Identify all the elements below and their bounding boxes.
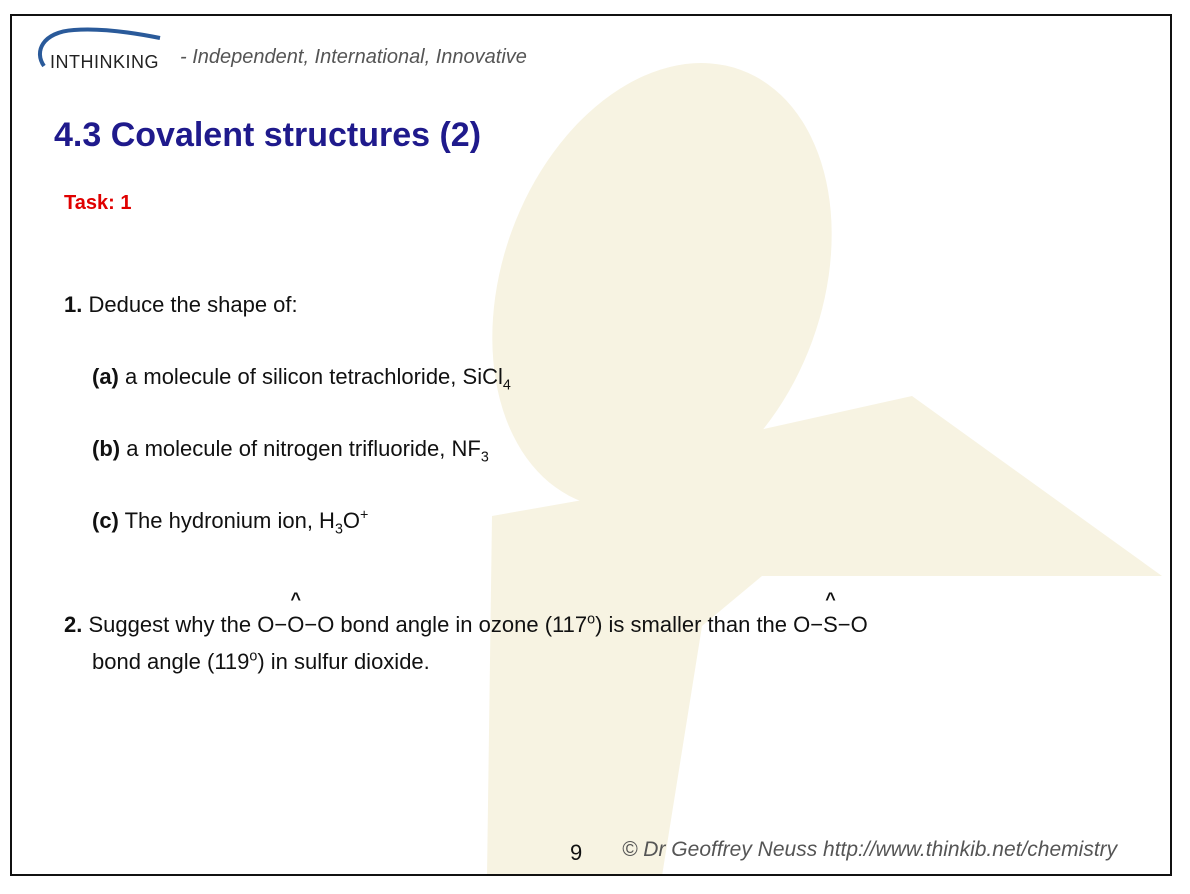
question-2-line-2b: ) in sulfur dioxide. (257, 649, 430, 675)
question-1c-text: The hydronium ion, H (124, 508, 335, 533)
question-1-number: 1. (64, 292, 83, 317)
question-1a-label: (a) (92, 364, 119, 389)
question-1b-label: (b) (92, 436, 121, 461)
question-1b-text: a molecule of nitrogen trifluoride, NF (126, 436, 481, 461)
question-2-line-2a: bond angle (119 (92, 649, 250, 675)
question-1a-subscript: 4 (502, 377, 511, 394)
inthinking-logo (30, 26, 200, 72)
page-number: 9 (570, 840, 583, 865)
logo-text: INTHINKING (50, 52, 160, 72)
question-1c-superscript: + (360, 507, 369, 524)
question-1b-subscript: 3 (480, 449, 489, 466)
question-1c-subscript: 3 (334, 521, 343, 538)
task-label: Task: 1 (64, 192, 132, 214)
question-2-part-1: Suggest why the O− (88, 612, 288, 637)
central-sulfur-angle: ^ S (823, 606, 838, 643)
slide (10, 14, 1172, 876)
question-2-part-2: −O bond angle in ozone (117 (304, 612, 588, 637)
central-oxygen-angle: ^ O (287, 606, 304, 643)
question-2-part-3: ) is smaller than the O− (595, 612, 824, 637)
degree-mark-2: o (249, 649, 258, 666)
question-2-line-1 (64, 606, 868, 643)
question-2-line-2 (64, 643, 868, 680)
footer-credit: © Dr Geoffrey Neuss http://www.thinkib.net/chemistry (622, 838, 1118, 861)
question-1c (92, 502, 368, 539)
question-2-part-4: −O (837, 612, 868, 637)
question-1a (92, 358, 511, 395)
question-2 (64, 606, 868, 681)
question-1b (92, 430, 489, 467)
question-2-number: 2. (64, 612, 83, 637)
question-1 (64, 286, 298, 323)
question-1-text: Deduce the shape of: (88, 292, 298, 317)
question-1a-text: a molecule of silicon tetrachloride, SiCl (125, 364, 503, 389)
tagline: - Independent, International, Innovative (180, 46, 527, 68)
question-1c-oxygen: O (342, 508, 361, 533)
degree-mark-1: o (587, 611, 596, 628)
question-1c-label: (c) (92, 508, 119, 533)
page-title: 4.3 Covalent structures (2) (54, 116, 482, 154)
